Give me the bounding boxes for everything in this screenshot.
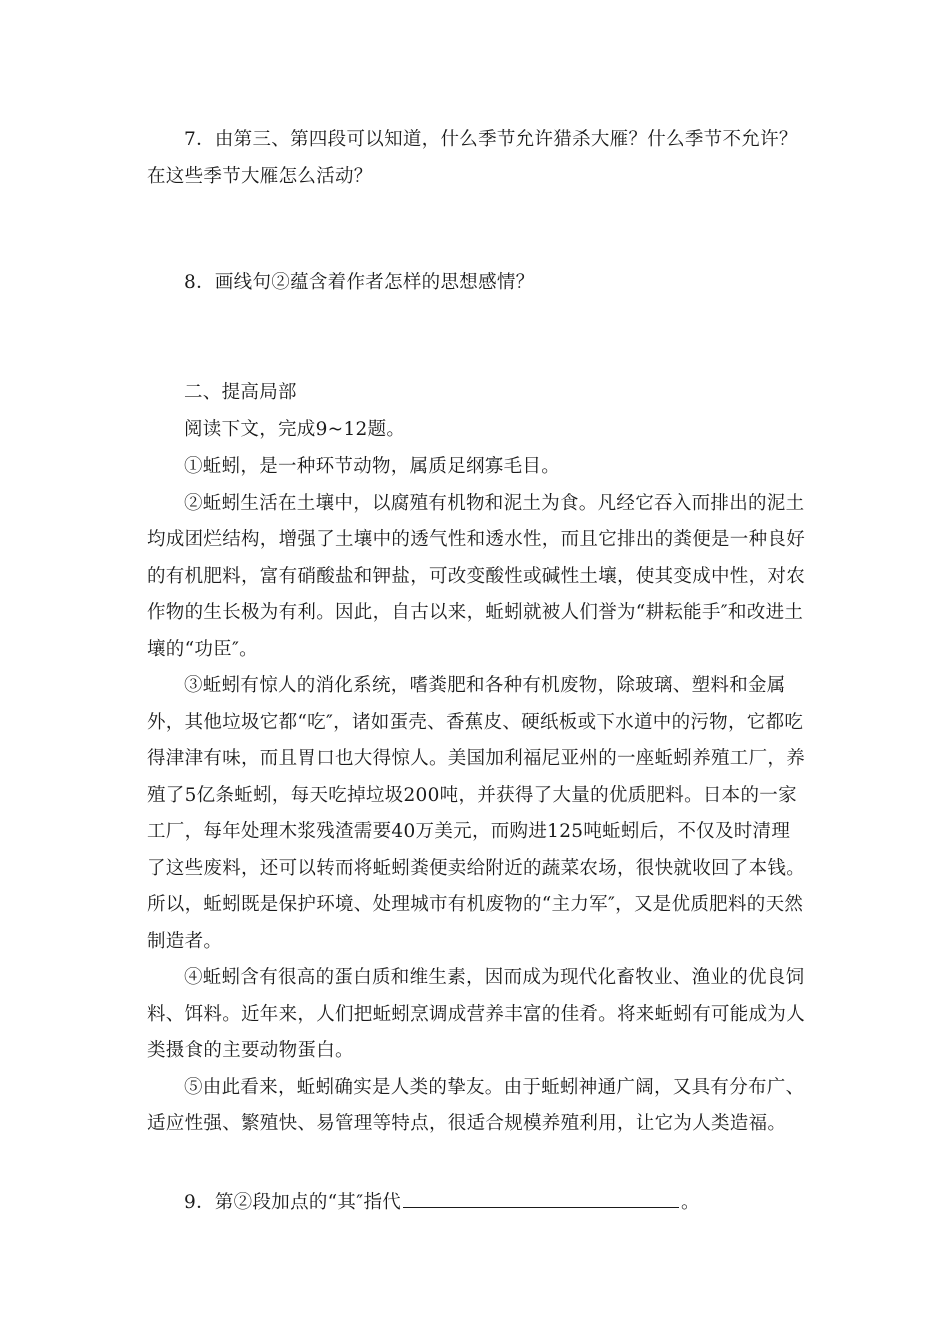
question-8: 8．画线句②蕴含着作者怎样的思想感情？ xyxy=(184,272,535,293)
section-title: 二、提高局部 xyxy=(184,382,297,403)
passage-paragraph-2: ②蚯蚓生活在土壤中，以腐殖有机物和泥土为食。凡经它吞入而排出的泥土均成团烂结构，增强了土壤中的透气性和透水性，而且它排出的粪便是一种良好的有机肥料，富有硝酸盐和钾盐，可改变酸性或碱性土壤，使其变成中性，对农作物的生长极为有利。因此，自古以来，蚯蚓就被人们誉为“耕耘能手″和改进土壤的“功臣″。 xyxy=(147,492,806,660)
question-7: 7．由第三、第四段可以知道，什么季节允许猎杀大雁？什么季节不允许？在这些季节大雁怎么活动？ xyxy=(147,129,798,187)
passage-paragraph-5: ⑤由此看来，蚯蚓确实是人类的挚友。由于蚯蚓神通广阔，又具有分布广、适应性强、繁殖快、易管理等特点，很适合规模养殖利用，让它为人类造福。 xyxy=(147,1076,805,1134)
answer-blank[interactable] xyxy=(403,1187,679,1208)
passage-paragraph-3: ③蚯蚓有惊人的消化系统，嗜粪肥和各种有机废物，除玻璃、塑料和金属外，其他垃圾它都“吃″，诸如蛋壳、香蕉皮、硬纸板或下水道中的污物，它都吃得津津有味，而且胃口也大得惊人。美国加利福尼亚州的一座蚯蚓养殖工厂，养殖了5亿条蚯蚓，每天吃掉垃圾200吨，并获得了大量的优质肥料。日本的一家工厂，每年处理木浆残渣需要40万美元，而购进125吨蚯蚓后，不仅及时清理了这些废料，还可以转而将蚯蚓粪便卖给附近的蔬菜农场，很快就收回了本钱。所以，蚯蚓既是保护环境、处理城市有机废物的“主力军″，又是优质肥料的天然制造者。 xyxy=(147,675,806,952)
question-9-prefix: 9．第②段加点的“其″指代 xyxy=(184,1192,402,1213)
reading-passage xyxy=(147,449,807,1143)
reading-instruction: 阅读下文，完成9~12题。 xyxy=(184,419,406,440)
question-9-suffix: 。 xyxy=(681,1192,700,1213)
passage-paragraph-1: ①蚯蚓，是一种环节动物，属质足纲寡毛目。 xyxy=(184,456,561,477)
passage-paragraph-4: ④蚯蚓含有很高的蛋白质和维生素，因而成为现代化畜牧业、渔业的优良饲料、饵料。近年来，人们把蚯蚓烹调成营养丰富的佳肴。将来蚯蚓有可能成为人类摄食的主要动物蛋白。 xyxy=(147,967,806,1061)
question-9 xyxy=(147,1185,807,1222)
